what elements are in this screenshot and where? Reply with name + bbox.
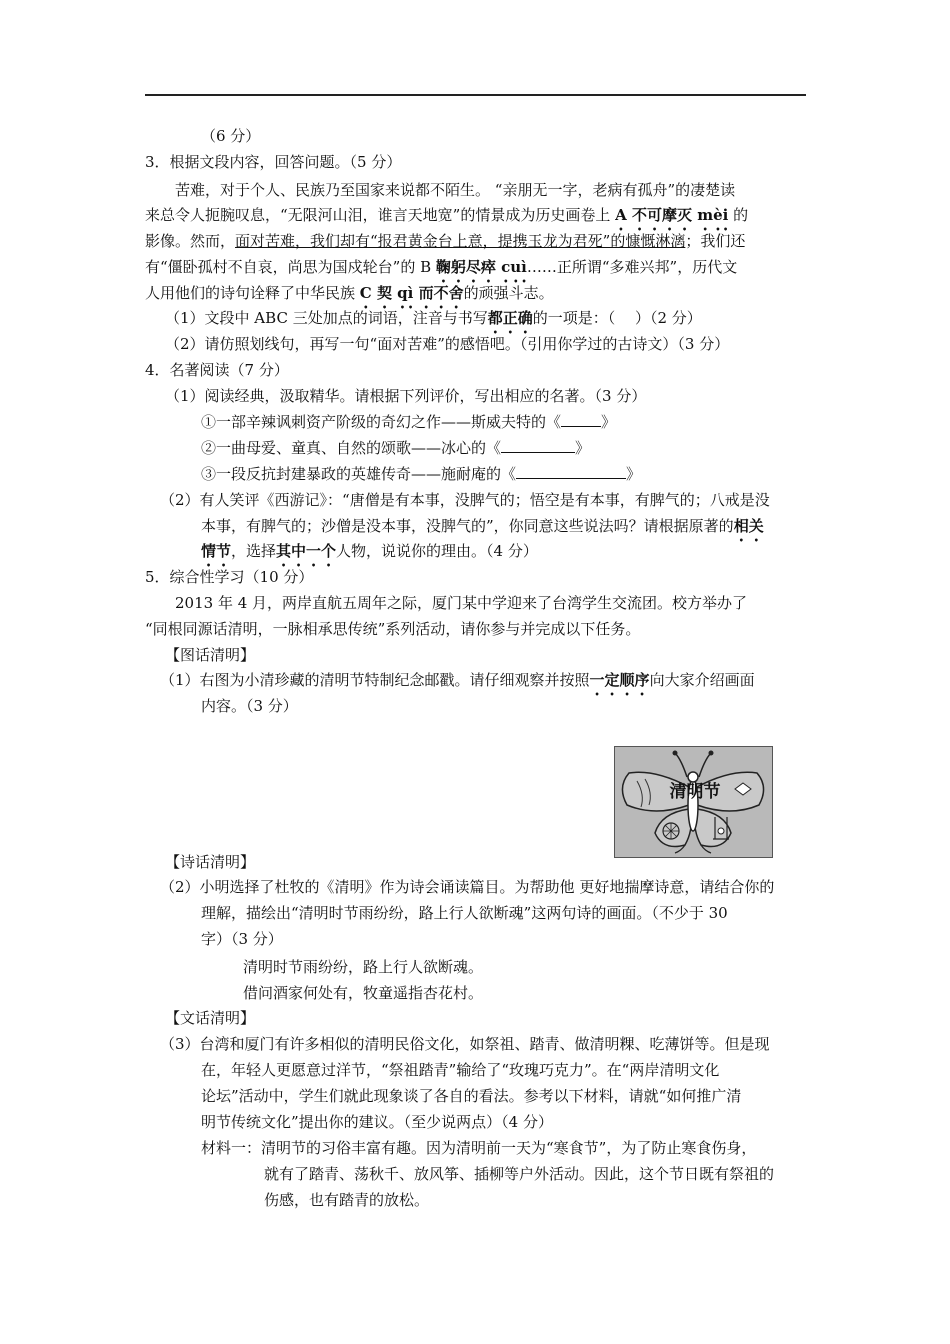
stamp-title: 清明节 [669,782,721,802]
answer-blank[interactable] [501,438,575,453]
emphasized-word: 情节 [201,542,232,560]
emphasized-word: 其中一个 [276,542,337,560]
question-5-heading: 5．综合性学习（10 分） [145,568,314,586]
passage-line [145,205,748,234]
book-prompt: ①一部辛辣讽刺资产阶级的奇幻之作——斯威夫特的《 [201,413,562,431]
bracket-close: 》 [601,413,617,431]
subquestion-5-3-cont: 论坛”活动中，学生们就此现象谈了各自的看法。参考以下材料，请就“如何推广清 [201,1087,742,1105]
subquestion-4-2-cont [201,541,538,570]
intro-line: 2013 年 4 月，两岸直航五周年之际，厦门某中学迎来了台湾学生交流团。校方举办了 [175,594,748,612]
book-item-3 [201,464,641,484]
emphasized-word: 一定顺序 [589,671,650,689]
subquestion-5-3: （3）台湾和厦门有许多相似的清明民俗文化，如祭祖、踏青、做清明粿、吃薄饼等。但是现 [160,1035,770,1053]
butterfly-stamp-icon [615,747,772,857]
subquestion-3-2: （2）请仿照划线句，再写一句“面对苦难”的感悟吧。（引用你学过的古诗文）（3 分） [165,335,730,353]
subquestion-5-2-cont: 字）（3 分） [201,930,283,948]
marked-word-a: A 不可摩灭 mèi [615,206,729,224]
intro-line: “同根同源话清明，一脉相承思传统”系列活动，请你参与并完成以下任务。 [145,620,641,638]
book-item-2 [201,438,590,458]
question-text: （1）文段中 ABC 三处加点的词语，注音与书写 [165,309,488,327]
answer-blank[interactable] [561,412,601,427]
qingming-postmark-image [614,746,773,858]
poem-line-1: 清明时节雨纷纷，路上行人欲断魂。 [243,958,484,976]
question-text: ，选择 [231,542,277,560]
header-rule [145,94,806,96]
subquestion-4-2: （2）有人笑评《西游记》：“唐僧是有本事，没脾气的；悟空是有本事，有脾气的；八戒是没 [160,491,770,509]
question-text: 向大家介绍画面 [649,671,755,689]
bracket-close: 》 [575,439,591,457]
marked-word-b: 鞠躬尽瘁 cuì [435,258,527,276]
subquestion-4-1: （1）阅读经典，汲取精华。请根据下列评价，写出相应的名著。（3 分） [165,387,647,405]
answer-blank[interactable] [516,464,626,479]
subquestion-5-2-cont: 理解，描绘出“清明时节雨纷纷，路上行人欲断魂”这两句诗的画面。（不少于 30 [201,904,728,922]
passage-text: 人用他们的诗句诠释了中华民族 [145,284,360,302]
passage-line [145,257,737,286]
marked-word-c: C 契 qì 而不舍 [359,284,464,302]
passage-text: 的 [728,206,749,224]
underlined-sentence: 面对苦难，我们却有“报君黄金台上意，提携玉龙为君死”的慷慨淋漓 [235,232,686,250]
bracket-close: 》 [626,465,642,483]
subquestion-5-3-cont: 在，年轻人更愿意过洋节，“祭祖踏青”输给了“玫瑰巧克力”。在“两岸清明文化 [201,1061,720,1079]
passage-text: 影像。然而， [145,232,236,250]
question-3-heading: 3．根据文段内容，回答问题。（5 分） [145,153,402,171]
score-note: （6 分） [201,127,261,145]
question-text: （1）右图为小清珍藏的清明节特制纪念邮戳。请仔细观察并按照 [160,671,590,689]
question-text: 人物，说说你的理由。（4 分） [336,542,538,560]
passage-line [145,231,745,251]
passage-text: ；我们还 [685,232,746,250]
material-one-cont: 伤感，也有踏青的放松。 [264,1191,430,1209]
emphasized-word: 相关 [733,517,764,535]
passage-text: 来总令人扼腕叹息，“无限河山泪，谁言天地宽”的情景成为历史画卷上 [145,206,616,224]
subquestion-3-1 [165,308,702,337]
passage-text: ……正所谓“多难兴邦”，历代文 [526,258,738,276]
section-wenhua: 【文话清明】 [165,1009,256,1027]
question-text: 的一项是：（ ）（2 分） [532,309,702,327]
passage-text: 有“僵卧孤村不自哀，尚思为国戍轮台”的 B [145,258,436,276]
passage-text: 的顽强斗志。 [463,284,554,302]
section-shihua: 【诗话清明】 [165,853,256,871]
emphasized-word: 都正确 [487,309,533,327]
passage-line: 苦难，对于个人、民族乃至国家来说都不陌生。 “亲朋无一字，老病有孤舟”的凄楚读 [175,181,736,199]
subquestion-5-1 [160,670,755,699]
subquestion-5-1-cont: 内容。（3 分） [201,697,298,715]
material-one: 材料一：清明节的习俗丰富有趣。因为清明前一天为“寒食节”，为了防止寒食伤身， [201,1139,757,1157]
subquestion-5-2: （2）小明选择了杜牧的《清明》作为诗会诵读篇目。为帮助他 更好地揣摩诗意，请结合你的 [160,878,775,896]
question-4-heading: 4．名著阅读（7 分） [145,361,289,379]
subquestion-5-3-cont: 明节传统文化”提出你的建议。（至少说两点）（4 分） [201,1113,553,1131]
question-text: 本事，有脾气的；沙僧是没本事，没脾气的”，你同意这些说法吗？请根据原著的 [201,517,734,535]
section-tuhua: 【图话清明】 [165,646,256,664]
book-prompt: ③一段反抗封建暴政的英雄传奇——施耐庵的《 [201,465,517,483]
book-prompt: ②一曲母爱、童真、自然的颂歌——冰心的《 [201,439,502,457]
poem-line-2: 借问酒家何处有，牧童遥指杏花村。 [243,984,484,1002]
book-item-1 [201,412,616,432]
material-one-cont: 就有了踏青、荡秋千、放风筝、插柳等户外活动。因此，这个节日既有祭祖的 [264,1165,775,1183]
